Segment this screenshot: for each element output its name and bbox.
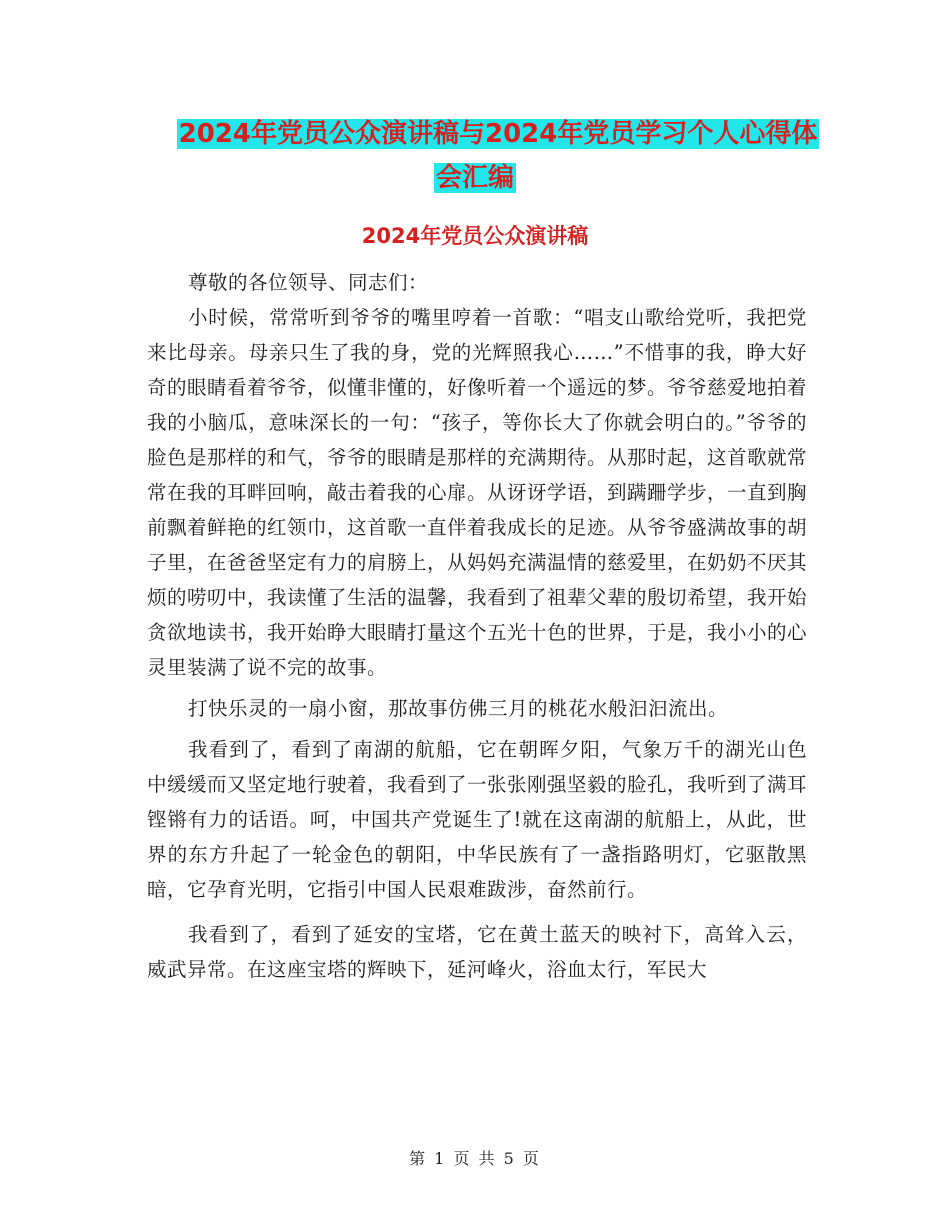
paragraph: 我看到了，看到了延安的宝塔，它在黄土蓝天的映衬下，高耸入云，威武异常。在这座宝塔的辉映下，延河峰火，浴血太行，军民大 bbox=[147, 923, 807, 981]
paragraph: 我看到了，看到了南湖的航船，它在朝晖夕阳，气象万千的湖光山色中缓缓而又坚定地行驶着，我看到了一张张刚强坚毅的脸孔，我听到了满耳铿锵有力的话语。呵，中国共产党诞生了!就在这南湖的航船上，从此，世界的东方升起了一轮金色的朝阳，中华民族有了一盏指路明灯，它驱散黑暗，它孕育光明，它指引中国人民艰难跋涉，奋然前行。 bbox=[147, 738, 808, 901]
body-text bbox=[147, 265, 807, 987]
paragraph: 小时候，常常听到爷爷的嘴里哼着一首歌：“唱支山歌给党听，我把党来比母亲。母亲只生了我的身，党的光辉照我心……”不惜事的我，睁大好奇的眼睛看着爷爷，似懂非懂的，好像听着一个遥远的梦。爷爷慈爱地拍着我的小脑瓜，意味深长的一句：“孩子，等你长大了你就会明白的。”爷爷的脸色是那样的和气，爷爷的眼睛是那样的充满期待。从那时起，这首歌就常常在我的耳畔回响，敲击着我的心扉。从讶讶学语，到蹒跚学步，一直到胸前飘着鲜艳的红领巾，这首歌一直伴着我成长的足迹。从爷爷盛满故事的胡子里，在爸爸坚定有力的肩膀上，从妈妈充满温情的慈爱里，在奶奶不厌其烦的唠叨中，我读懂了生活的温馨，我看到了祖辈父辈的殷切希望，我开始贪欲地读书，我开始睁大眼睛打量这个五光十色的世界，于是，我小小的心灵里装满了说不完的故事。 bbox=[147, 306, 808, 679]
document-title-line2 bbox=[0, 156, 950, 200]
document-title-line1 bbox=[46, 112, 950, 156]
page-footer: 第 1 页 共 5 页 bbox=[409, 1149, 541, 1168]
paragraph-salutation: 尊敬的各位领导、同志们： bbox=[187, 271, 428, 294]
title-highlight: 2024年党员公众演讲稿与2024年党员学习个人心得体 bbox=[178, 119, 818, 149]
title-highlight: 会汇编 bbox=[435, 163, 514, 193]
paragraph: 打快乐灵的一扇小窗，那故事仿佛三月的桃花水般汩汩流出。 bbox=[187, 697, 728, 720]
section-title: 2024年党员公众演讲稿 bbox=[361, 224, 589, 248]
document-title bbox=[0, 112, 950, 200]
